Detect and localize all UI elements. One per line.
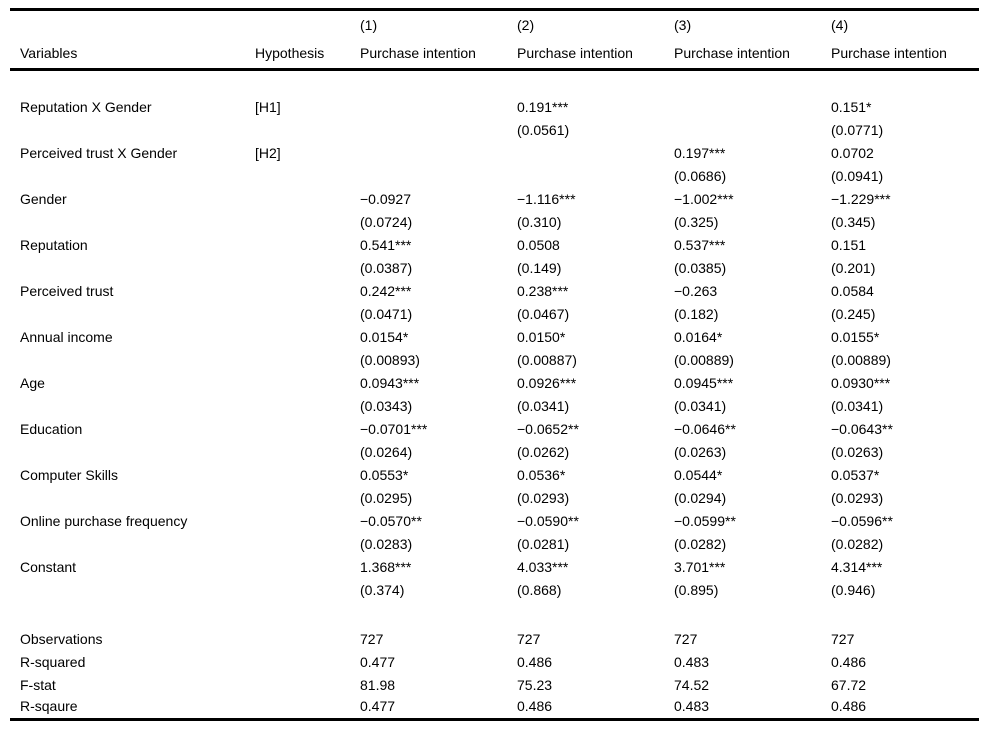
empty-cell bbox=[255, 579, 360, 602]
coefficient-cell: −0.0701*** bbox=[360, 420, 428, 437]
table-row-coefficient bbox=[10, 510, 979, 533]
summary-row bbox=[10, 674, 979, 697]
hypothesis-label bbox=[255, 234, 360, 257]
stderr-cell: (0.0295) bbox=[360, 489, 413, 506]
stderr-cell: (0.895) bbox=[674, 581, 719, 598]
stderr-cell: (0.00889) bbox=[831, 351, 891, 368]
coefficient-cell: 0.151* bbox=[831, 98, 872, 115]
empty-cell bbox=[255, 697, 360, 720]
coefficient-cell: 0.541*** bbox=[360, 236, 412, 253]
stderr-cell: (0.0343) bbox=[360, 397, 413, 414]
coefficient-cell: 0.151 bbox=[831, 236, 867, 253]
empty-cell bbox=[255, 395, 360, 418]
stderr-cell: (0.0282) bbox=[831, 535, 884, 552]
variable-label: Age bbox=[20, 374, 45, 391]
coefficient-cell bbox=[674, 96, 831, 119]
stderr-cell: (0.0561) bbox=[517, 121, 570, 138]
stderr-cell: (0.0941) bbox=[831, 167, 884, 184]
summary-row bbox=[10, 651, 979, 674]
coefficient-cell: 0.0926*** bbox=[517, 374, 577, 391]
empty-header-cell bbox=[255, 10, 360, 40]
coefficient-cell: 0.0930*** bbox=[831, 374, 891, 391]
summary-label: R-sqaure bbox=[20, 698, 78, 714]
summary-value: 727 bbox=[517, 630, 541, 647]
stderr-cell: (0.0283) bbox=[360, 535, 413, 552]
table-row-coefficient bbox=[10, 418, 979, 441]
coefficient-cell: 0.0154* bbox=[360, 328, 409, 345]
stderr-cell: (0.0264) bbox=[360, 443, 413, 460]
hypothesis-label: [H2] bbox=[255, 144, 281, 161]
coefficient-cell: −0.0643** bbox=[831, 420, 893, 437]
coefficient-cell: −1.002*** bbox=[674, 190, 734, 207]
stderr-cell: (0.0262) bbox=[517, 443, 570, 460]
stderr-cell bbox=[360, 165, 517, 188]
coefficient-cell: −0.0599** bbox=[674, 512, 736, 529]
empty-cell bbox=[255, 651, 360, 674]
empty-cell bbox=[255, 303, 360, 326]
coefficient-cell: 0.0553* bbox=[360, 466, 409, 483]
stderr-cell bbox=[517, 165, 674, 188]
coefficient-cell: 0.0544* bbox=[674, 466, 723, 483]
summary-value: 727 bbox=[674, 630, 698, 647]
coefficient-cell: 0.238*** bbox=[517, 282, 569, 299]
coefficient-cell: 0.0155* bbox=[831, 328, 880, 345]
variable-label: Perceived trust X Gender bbox=[20, 144, 178, 161]
hypothesis-label bbox=[255, 464, 360, 487]
variable-label: Constant bbox=[20, 558, 77, 575]
spacer-row bbox=[10, 70, 979, 96]
regression-table bbox=[10, 8, 979, 721]
hypothesis-label: [H1] bbox=[255, 98, 281, 115]
model-number: (3) bbox=[674, 16, 692, 33]
table-row-coefficient bbox=[10, 142, 979, 165]
empty-cell bbox=[10, 487, 255, 510]
coefficient-cell: 0.0584 bbox=[831, 282, 874, 299]
table-row-stderr bbox=[10, 533, 979, 556]
stderr-cell: (0.245) bbox=[831, 305, 876, 322]
dep-var-header: Purchase intention bbox=[674, 45, 790, 61]
empty-cell bbox=[255, 533, 360, 556]
stderr-cell: (0.182) bbox=[674, 305, 719, 322]
stderr-cell: (0.0282) bbox=[674, 535, 727, 552]
summary-value: 727 bbox=[831, 630, 855, 647]
stderr-cell: (0.868) bbox=[517, 581, 562, 598]
summary-value: 0.486 bbox=[831, 653, 867, 670]
column-header-row bbox=[10, 40, 979, 70]
stderr-cell: (0.345) bbox=[831, 213, 876, 230]
stderr-cell: (0.0467) bbox=[517, 305, 570, 322]
empty-cell bbox=[10, 533, 255, 556]
hypothesis-label bbox=[255, 372, 360, 395]
empty-cell bbox=[10, 579, 255, 602]
table-header bbox=[10, 10, 979, 70]
stderr-cell: (0.0294) bbox=[674, 489, 727, 506]
dep-var-header: Purchase intention bbox=[831, 45, 947, 61]
table-row-stderr bbox=[10, 303, 979, 326]
variables-header: Variables bbox=[20, 45, 78, 61]
hypothesis-label bbox=[255, 418, 360, 441]
summary-value: 0.486 bbox=[517, 653, 553, 670]
stderr-cell: (0.00889) bbox=[674, 351, 734, 368]
variable-label: Reputation bbox=[20, 236, 88, 253]
hypothesis-label bbox=[255, 556, 360, 579]
coefficient-cell: −0.0652** bbox=[517, 420, 579, 437]
coefficient-cell: −0.0927 bbox=[360, 190, 411, 207]
table-row-coefficient bbox=[10, 280, 979, 303]
dep-var-header: Purchase intention bbox=[517, 45, 633, 61]
table-row-stderr bbox=[10, 395, 979, 418]
table-row-stderr bbox=[10, 119, 979, 142]
table-row-stderr bbox=[10, 349, 979, 372]
stderr-cell: (0.0263) bbox=[674, 443, 727, 460]
empty-cell bbox=[255, 487, 360, 510]
hypothesis-header: Hypothesis bbox=[255, 45, 325, 61]
table-row-stderr bbox=[10, 487, 979, 510]
table-row-stderr bbox=[10, 165, 979, 188]
coefficient-cell: 0.197*** bbox=[674, 144, 726, 161]
coefficient-cell: −0.0646** bbox=[674, 420, 736, 437]
empty-header-cell bbox=[10, 10, 255, 40]
stderr-cell: (0.00893) bbox=[360, 351, 420, 368]
stderr-cell: (0.0686) bbox=[674, 167, 727, 184]
stderr-cell: (0.0263) bbox=[831, 443, 884, 460]
table-row-stderr bbox=[10, 257, 979, 280]
coefficient-cell: 0.0164* bbox=[674, 328, 723, 345]
summary-label: F-stat bbox=[20, 676, 56, 693]
hypothesis-label bbox=[255, 326, 360, 349]
stderr-cell: (0.0293) bbox=[831, 489, 884, 506]
empty-cell bbox=[255, 211, 360, 234]
stderr-cell bbox=[360, 119, 517, 142]
coefficient-cell: 0.0508 bbox=[517, 236, 560, 253]
stderr-cell bbox=[674, 119, 831, 142]
hypothesis-label bbox=[255, 280, 360, 303]
coefficient-cell: −0.0590** bbox=[517, 512, 579, 529]
coefficient-cell: 0.0702 bbox=[831, 144, 874, 161]
coefficient-cell: −0.0596** bbox=[831, 512, 893, 529]
table-body bbox=[10, 70, 979, 720]
stderr-cell: (0.0341) bbox=[674, 397, 727, 414]
summary-value: 0.486 bbox=[831, 698, 867, 714]
spacer-row bbox=[10, 602, 979, 628]
coefficient-cell: −1.116*** bbox=[517, 190, 576, 207]
stderr-cell: (0.149) bbox=[517, 259, 562, 276]
empty-cell bbox=[255, 165, 360, 188]
variable-label: Computer Skills bbox=[20, 466, 119, 483]
variable-label: Reputation X Gender bbox=[20, 98, 152, 115]
table-row-coefficient bbox=[10, 372, 979, 395]
stderr-cell: (0.946) bbox=[831, 581, 876, 598]
coefficient-cell: 1.368*** bbox=[360, 558, 412, 575]
variable-label: Online purchase frequency bbox=[20, 512, 188, 529]
stderr-cell: (0.201) bbox=[831, 259, 876, 276]
summary-value: 67.72 bbox=[831, 676, 867, 693]
empty-cell bbox=[10, 119, 255, 142]
table-row-coefficient bbox=[10, 234, 979, 257]
coefficient-cell: −0.263 bbox=[674, 282, 718, 299]
stderr-cell: (0.00887) bbox=[517, 351, 577, 368]
coefficient-cell: 0.537*** bbox=[674, 236, 726, 253]
spacer-cell bbox=[10, 70, 979, 96]
empty-cell bbox=[10, 441, 255, 464]
coefficient-cell bbox=[360, 142, 517, 165]
summary-value: 727 bbox=[360, 630, 384, 647]
coefficient-cell bbox=[517, 142, 674, 165]
spacer-cell bbox=[10, 602, 979, 628]
stderr-cell: (0.0471) bbox=[360, 305, 413, 322]
summary-value: 0.477 bbox=[360, 653, 396, 670]
coefficient-cell bbox=[360, 96, 517, 119]
table-row-stderr bbox=[10, 579, 979, 602]
summary-value: 0.477 bbox=[360, 698, 396, 714]
coefficient-cell: −0.0570** bbox=[360, 512, 422, 529]
stderr-cell: (0.0293) bbox=[517, 489, 570, 506]
coefficient-cell: −1.229*** bbox=[831, 190, 891, 207]
empty-cell bbox=[10, 303, 255, 326]
empty-cell bbox=[255, 674, 360, 697]
stderr-cell: (0.374) bbox=[360, 581, 405, 598]
hypothesis-label bbox=[255, 188, 360, 211]
stderr-cell: (0.0341) bbox=[517, 397, 570, 414]
coefficient-cell: 0.0945*** bbox=[674, 374, 734, 391]
variable-label: Education bbox=[20, 420, 83, 437]
variable-label: Perceived trust bbox=[20, 282, 114, 299]
stderr-cell: (0.0341) bbox=[831, 397, 884, 414]
empty-cell bbox=[10, 395, 255, 418]
stderr-cell: (0.0281) bbox=[517, 535, 570, 552]
stderr-cell: (0.310) bbox=[517, 213, 562, 230]
hypothesis-label bbox=[255, 510, 360, 533]
empty-cell bbox=[255, 628, 360, 651]
summary-value: 0.486 bbox=[517, 698, 553, 714]
coefficient-cell: 0.0943*** bbox=[360, 374, 420, 391]
summary-value: 0.483 bbox=[674, 653, 710, 670]
stderr-cell: (0.0724) bbox=[360, 213, 413, 230]
table-row-coefficient bbox=[10, 556, 979, 579]
variable-label: Annual income bbox=[20, 328, 113, 345]
empty-cell bbox=[10, 349, 255, 372]
table-row-coefficient bbox=[10, 326, 979, 349]
variable-label: Gender bbox=[20, 190, 67, 207]
summary-value: 0.483 bbox=[674, 698, 710, 714]
table-row-coefficient bbox=[10, 96, 979, 119]
summary-value: 75.23 bbox=[517, 676, 553, 693]
table-row-coefficient bbox=[10, 188, 979, 211]
table-row-stderr bbox=[10, 441, 979, 464]
empty-cell bbox=[10, 165, 255, 188]
table-row-stderr bbox=[10, 211, 979, 234]
empty-cell bbox=[255, 441, 360, 464]
summary-row bbox=[10, 628, 979, 651]
model-number: (2) bbox=[517, 16, 535, 33]
stderr-cell: (0.0771) bbox=[831, 121, 884, 138]
summary-value: 81.98 bbox=[360, 676, 396, 693]
empty-cell bbox=[255, 349, 360, 372]
empty-cell bbox=[10, 211, 255, 234]
dep-var-header: Purchase intention bbox=[360, 45, 476, 61]
model-number: (4) bbox=[831, 16, 849, 33]
coefficient-cell: 0.242*** bbox=[360, 282, 412, 299]
summary-label: R-squared bbox=[20, 653, 86, 670]
coefficient-cell: 3.701*** bbox=[674, 558, 726, 575]
coefficient-cell: 0.0537* bbox=[831, 466, 880, 483]
model-number-row bbox=[10, 10, 979, 40]
table-row-coefficient bbox=[10, 464, 979, 487]
empty-cell bbox=[10, 257, 255, 280]
summary-value: 74.52 bbox=[674, 676, 710, 693]
stderr-cell: (0.0387) bbox=[360, 259, 413, 276]
empty-cell bbox=[255, 257, 360, 280]
summary-label: Observations bbox=[20, 630, 103, 647]
coefficient-cell: 4.314*** bbox=[831, 558, 883, 575]
coefficient-cell: 4.033*** bbox=[517, 558, 569, 575]
coefficient-cell: 0.0150* bbox=[517, 328, 566, 345]
empty-cell bbox=[255, 119, 360, 142]
stderr-cell: (0.325) bbox=[674, 213, 719, 230]
coefficient-cell: 0.0536* bbox=[517, 466, 566, 483]
coefficient-cell: 0.191*** bbox=[517, 98, 569, 115]
summary-row bbox=[10, 697, 979, 720]
model-number: (1) bbox=[360, 16, 378, 33]
stderr-cell: (0.0385) bbox=[674, 259, 727, 276]
